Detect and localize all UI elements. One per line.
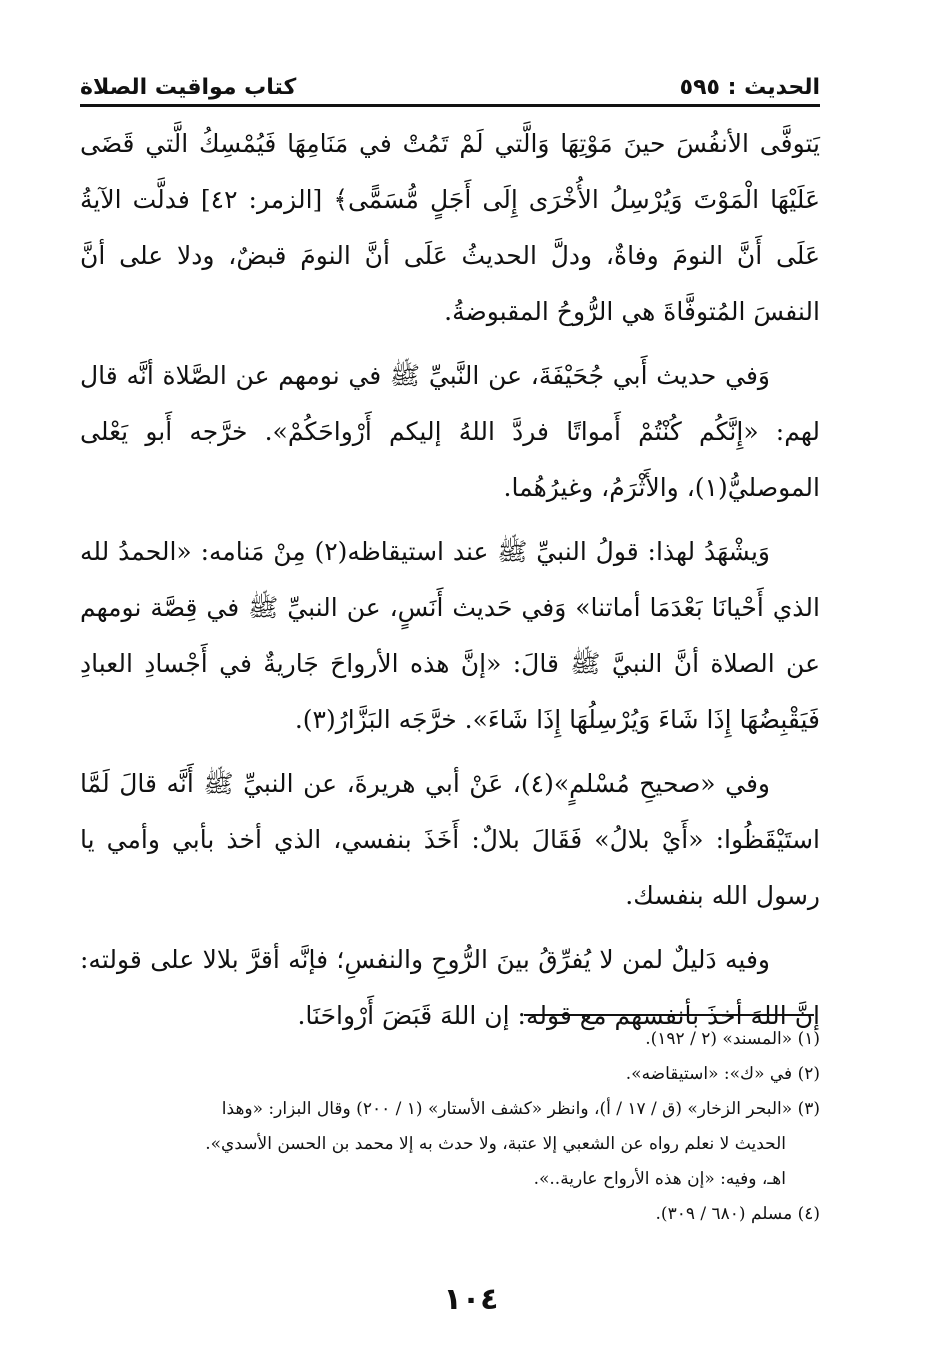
hadith-number-label: الحديث : ٥٩٥: [679, 75, 820, 100]
paragraph-3: وَيشْهَدُ لهذا: قولُ النبيِّ ﷺ عند استيقاظه(٢) مِنْ مَنامه: «الحمدُ لله الذي أَحْيانَا بَعْدَمَا أماتنا» وَفي حَديث أَنَسٍ، عن النبيِّ ﷺ في قِصَّة نومهم عن الصلاة أنَّ النبيَّ ﷺ قالَ: «إنَّ هذه الأرواحَ جَاريةٌ في أَجْسادِ العبادِ فَيَقْبِضُهَا إِذَا شَاءَ وَيُرْسِلُهَا إِذَا شَاءَ». خرَّجَه البَزَّارُ(٣).: [80, 537, 820, 734]
header-divider: [80, 104, 820, 107]
footnotes: [80, 1022, 820, 1232]
footnote-1: (١) «المسند» (٢ / ١٩٢).: [645, 1029, 820, 1049]
footnote-divider: [524, 1014, 814, 1016]
paragraph-2: وَفي حديث أَبي جُحَيْفَةَ، عن النَّبيِّ ﷺ في نومهم عن الصَّلاة أنَّه قال لهم: «إِنَّكُم كُنْتُمْ أَمواتًا فردَّ اللهُ إليكم أَرْواحَكُمْ». خرَّجه أَبو يَعْلى الموصليُّ(١)، والأَثْرَمُ، وغيرُهُما.: [80, 361, 820, 502]
paragraph-4: وفي «صحيحِ مُسْلمٍ»(٤)، عَنْ أبي هريرةَ، عن النبيِّ ﷺ أَنَّه قالَ لَمَّا استَيْقَظُوا: «أَيْ بلالُ» فَقَالَ بلالٌ: أَخَذَ بنفسي، الذي أخذ بأبي وأمي يا رسول الله بنفسك.: [80, 769, 820, 910]
book-chapter-title: كتاب مواقيت الصلاة: [80, 75, 297, 100]
page-number: ١٠٤: [443, 1282, 499, 1317]
running-header: [80, 66, 820, 100]
main-text: [80, 116, 820, 1052]
footnote-2: (٢) في «ك»: «استيقاضه».: [625, 1064, 820, 1084]
footnote-3-line-3: اهـ، وفيه: «إن هذه الأرواح عارية..».: [533, 1169, 786, 1189]
footnote-4: (٤) مسلم (٦٨٠ / ٣٠٩).: [655, 1204, 820, 1224]
paragraph-1: يَتوفَّى الأنفُسَ حينَ مَوْتِهَا وَالَّتي لَمْ تَمُتْ في مَنَامِهَا فَيُمْسِكُ الَّتي قَضَى عَلَيْهَا الْمَوْتَ وَيُرْسِلُ الأُخْرَى إِلَى أَجَلٍ مُّسَمًّى﴾ [الزمر: ٤٢] فدلَّت الآيةُ عَلَى أَنَّ النومَ وفاةٌ، ودلَّ الحديثُ عَلَى أنَّ النومَ قبضٌ، ودلا على أنَّ النفسَ المُتوفَّاةَ هي الرُّوحُ المقبوضةُ.: [80, 129, 821, 326]
footnote-3-line-2: الحديث لا نعلم رواه عن الشعبي إلا عتبة، ولا حدث به إلا محمد بن الحسن الأسدي».: [205, 1134, 786, 1154]
footnote-3-line-1: (٣) «البحر الزخار» (ق / ١٧ / أ)، وانظر «كشف الأستار» (١ / ٢٠٠) وقال البزار: «وهذا: [221, 1099, 820, 1119]
paragraph-5: وفيه دَليلٌ لمن لا يُفرِّقُ بينَ الرُّوحِ والنفسِ؛ فإنَّه أقرَّ بلالا على قولته: إنَّ اللهَ أخذَ بأنفسهم مع قوله: إن اللهَ قَبَضَ أَرْواحَنَا.: [80, 945, 820, 1030]
